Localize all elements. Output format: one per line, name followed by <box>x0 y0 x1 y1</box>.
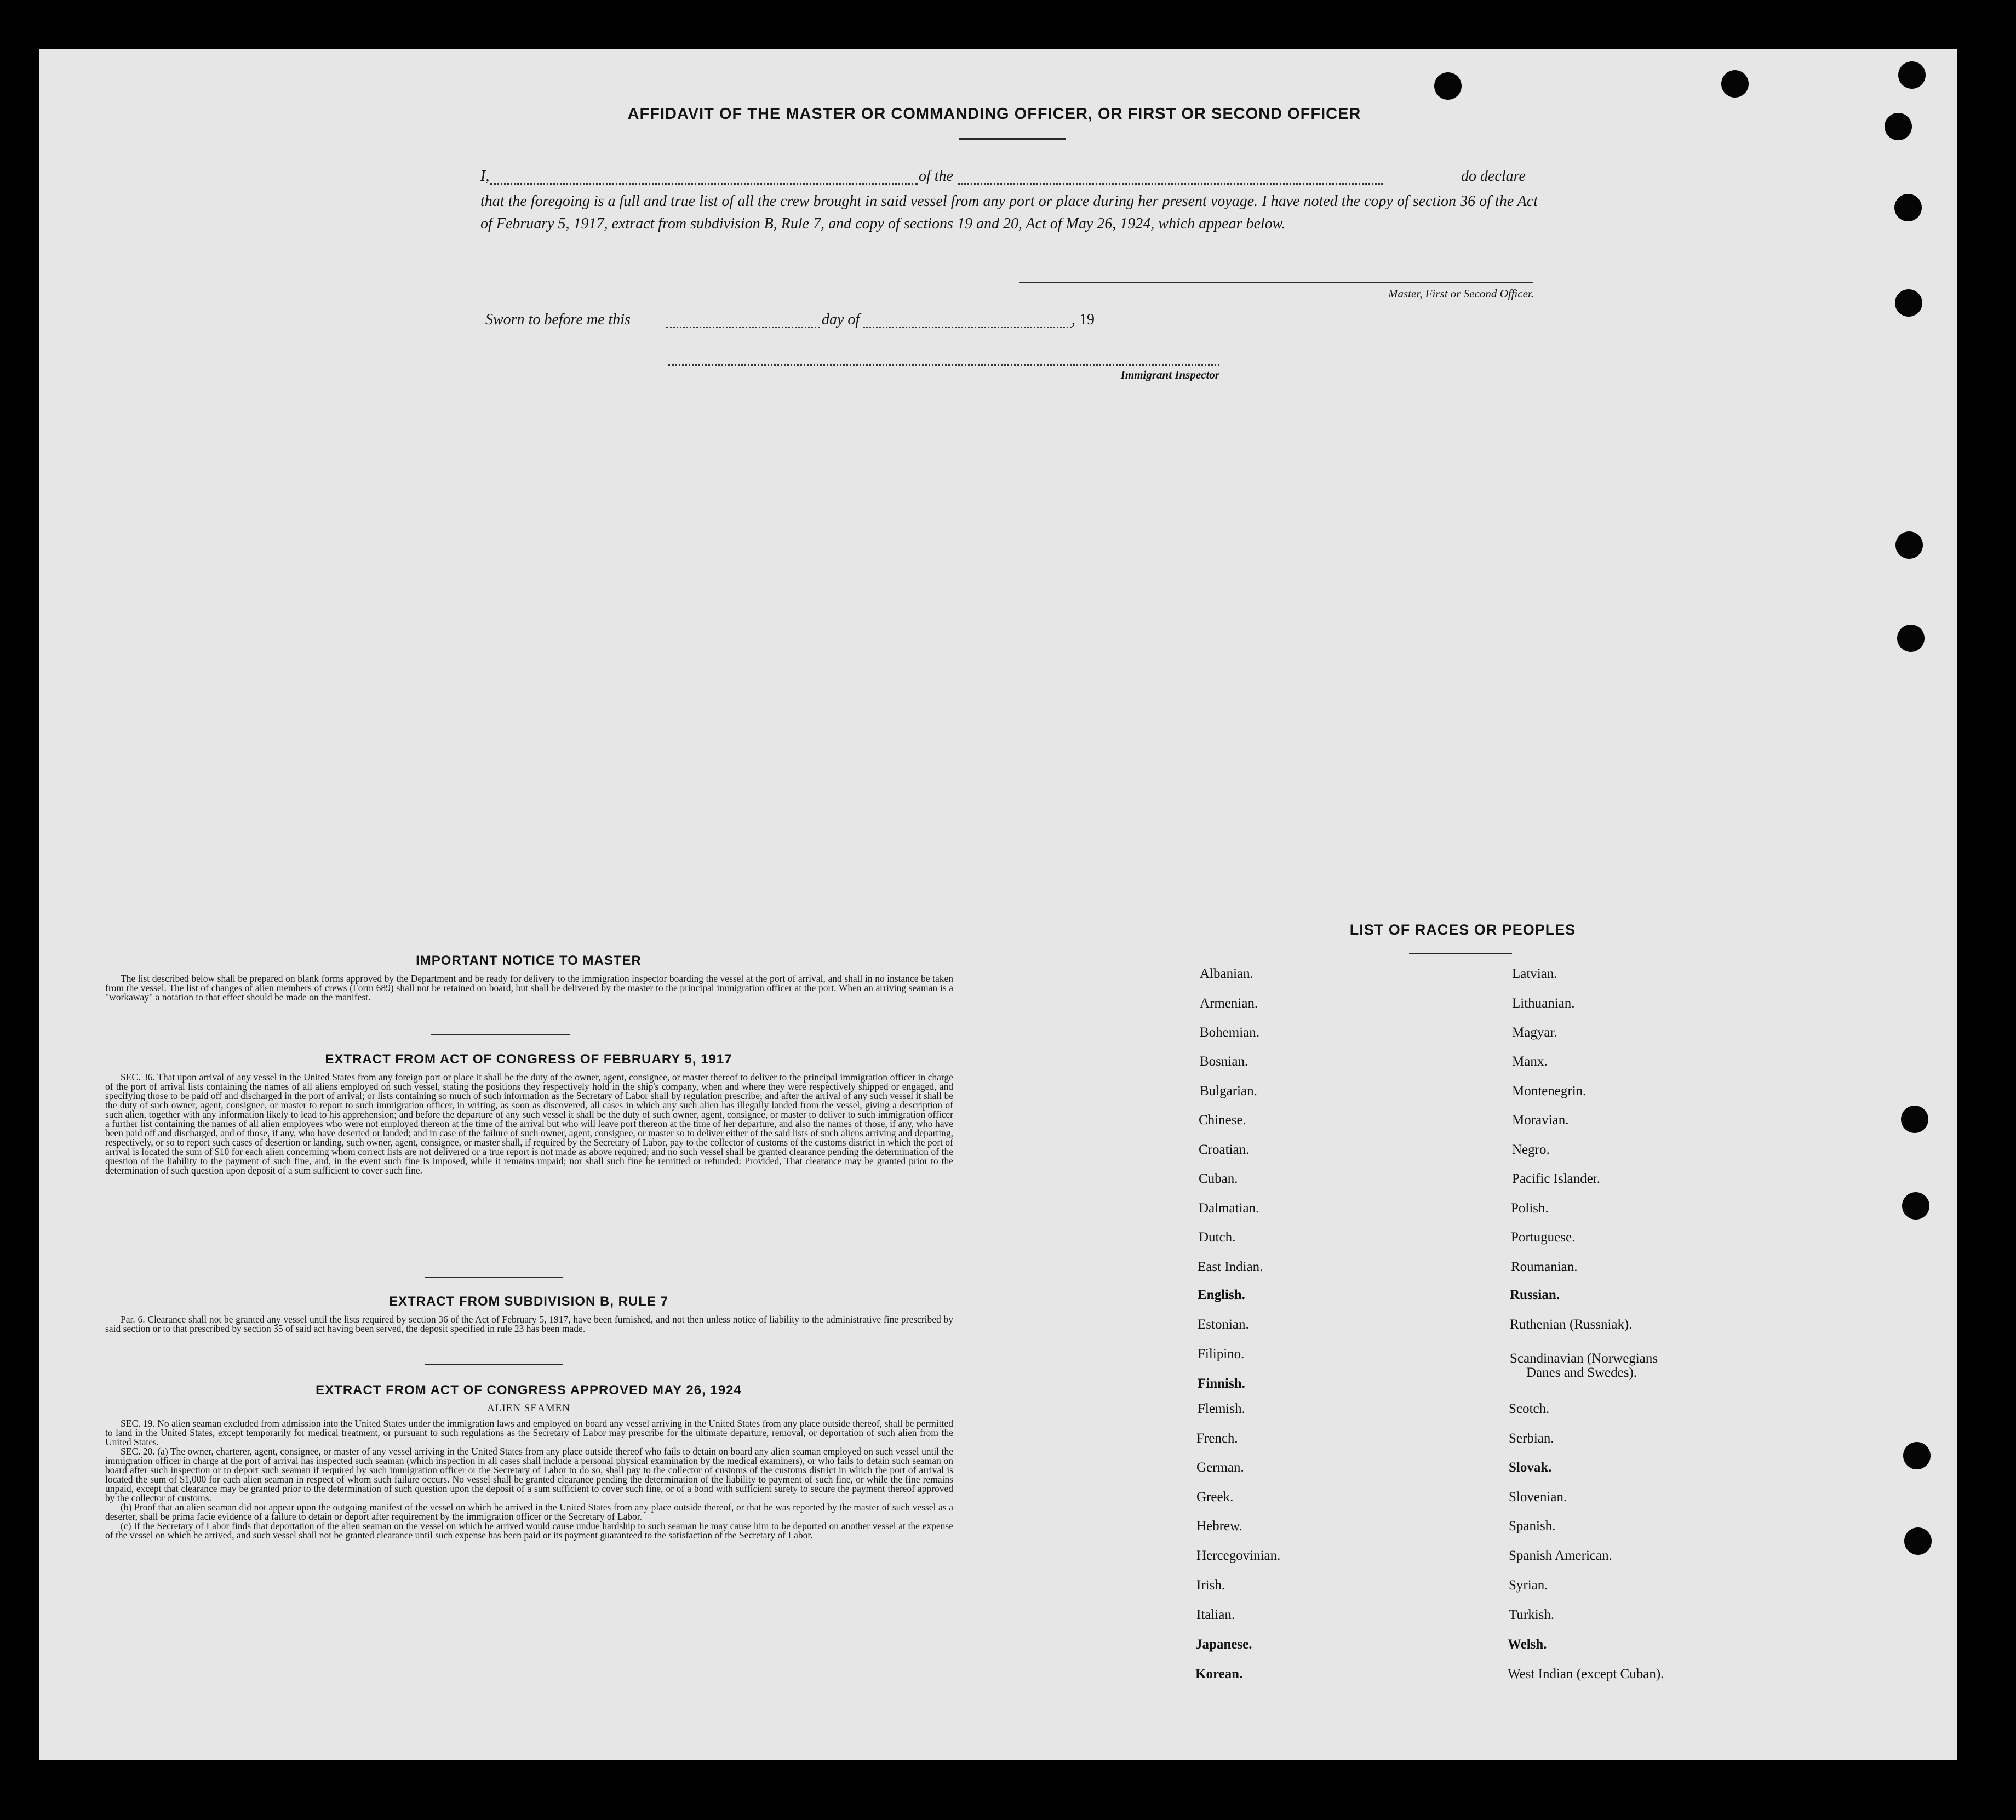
extract-rule7-title: EXTRACT FROM SUBDIVISION B, RULE 7 <box>388 1294 669 1309</box>
punch-hole <box>1903 1442 1931 1469</box>
notice-paragraph: The list described below shall be prepared on blank forms approved by the Department and be ready for delivery to the immigration inspector boarding the vessel at the port of arrival, and shall in no instance be taken from the vessel. The list of changes of alien members of crews (Form 689) shall not be retained on board, but shall be delivered by the master to the principal immigration officer at the port. When an arriving seaman is a "workaway" a notation to that effect should be made on the manifest. <box>105 973 953 1003</box>
race-item: Portuguese. <box>1511 1230 1576 1245</box>
extract-1917-body <box>105 1073 953 1175</box>
race-item: Ruthenian (Russniak). <box>1510 1317 1633 1332</box>
race-item: Latvian. <box>1512 966 1557 981</box>
sworn-label: Sworn to before me this <box>485 311 631 328</box>
section-19-paragraph: SEC. 19. No alien seaman excluded from admission into the United States under the immigration laws and employed on board any vessel arriving in the United States from any place outside thereof, shall be permitted to land in the United States, except temporarily for medical treatment, or pursuant to such regulations as the Secretary of Labor may prescribe for the ultimate departure, removal, or deportation of such alien from the United States. <box>105 1418 953 1447</box>
sworn-line <box>485 311 1198 331</box>
race-item: Lithuanian. <box>1512 996 1575 1011</box>
race-item: Polish. <box>1511 1201 1549 1216</box>
i-label: I, <box>480 168 490 185</box>
race-item: English. <box>1198 1287 1245 1302</box>
race-item: Chinese. <box>1199 1113 1246 1128</box>
race-item: Negro. <box>1512 1142 1550 1157</box>
section-36-paragraph: SEC. 36. That upon arrival of any vessel in the United States from any foreign port or place it shall be the duty of the owner, agent, consignee, or master thereof to deliver to the principal immigration officer in charge of the port of arrival lists containing the names of all aliens employed on such vessel, stating the positions they respectively hold in the ship's company, when and where they were respectively shipped or engaged, and specifying those to be paid off and discharged in the port of arrival; or lists containing so much of such information as the Secretary of Labor shall by regulation prescribe; and after the arrival of any such vessel it shall be the duty of such owner, agent, consignee, or master to report to such immigration officer, in writing, as soon as discovered, all cases in which any such alien has illegally landed from the vessel, giving a description of such alien, together with any information likely to lead to his apprehension; and before the departure of any such vessel it shall be the duty of such owner, agent, consignee, or master to deliver to such immigration officer a further list containing the names of all alien employees who were not employed thereon at the time of the arrival but who will leave port thereon at the time of her departure, and also the names of those, if any, who have been paid off and discharged, and of those, if any, who have deserted or landed; and in case of the failure of such owner, agent, consignee, or master so to deliver either of the said lists of such aliens arriving and departing, respectively, or so to report such cases of desertion or landing, such owner, agent, consignee, or master shall, if required by the Secretary of Labor, pay to the collector of customs of the customs district in which the port of arrival is located the sum of $10 for each alien concerning whom correct lists are not delivered or a true report is not made as above required; and no such vessel shall be granted clearance pending the determination of the question of the liability to the payment of such fine, and, in the event such fine is imposed, while it remains unpaid; nor shall such fine be remitted or refunded: Provided, That clearance may be granted prior to the determination of such question upon deposit of a sum sufficient to cover such fine. <box>105 1072 953 1176</box>
race-item: Italian. <box>1196 1607 1235 1622</box>
divider <box>1409 953 1512 954</box>
race-item: East Indian. <box>1198 1260 1263 1274</box>
race-item: Filipino. <box>1198 1347 1245 1361</box>
race-item: Montenegrin. <box>1512 1084 1587 1098</box>
sworn-day-field[interactable] <box>666 327 820 328</box>
punch-hole <box>1721 70 1749 98</box>
do-declare-label: do declare <box>1461 168 1526 185</box>
rule7-paragraph: Par. 6. Clearance shall not be granted any vessel until the lists required by section 36 of the Act of February 5, 1917, have been furnished, and not then unless notice of liability to the administrative fine prescribed by said section or to that prescribed by section 35 of said act having been served, the deposit specified in rule 23 has been made. <box>105 1314 953 1334</box>
race-item: French. <box>1196 1431 1238 1446</box>
race-item: Estonian. <box>1198 1317 1249 1332</box>
race-item: Flemish. <box>1198 1401 1245 1416</box>
extract-rule7-body <box>105 1315 953 1333</box>
punch-hole <box>1885 113 1912 140</box>
divider <box>425 1277 563 1278</box>
inspector-caption: Immigrant Inspector <box>1120 368 1219 381</box>
race-item: Armenian. <box>1200 996 1258 1011</box>
race-item: Dalmatian. <box>1199 1201 1259 1216</box>
race-item: Pacific Islander. <box>1512 1171 1601 1186</box>
inspector-signature-line[interactable] <box>668 364 1219 366</box>
race-item: German. <box>1196 1460 1244 1475</box>
signature-line[interactable] <box>1019 282 1533 283</box>
race-item: Moravian. <box>1512 1113 1569 1128</box>
race-item: Korean. <box>1195 1667 1243 1681</box>
races-title: LIST OF RACES OR PEOPLES <box>1349 922 1576 938</box>
punch-hole <box>1895 531 1923 559</box>
race-item: Danes and Swedes). <box>1526 1365 1637 1380</box>
race-item: Irish. <box>1196 1578 1225 1593</box>
punch-hole <box>1898 61 1926 89</box>
section-20c-paragraph: (c) If the Secretary of Labor finds that deportation of the alien seaman on the vessel on which he arrived would cause undue hardship to such seaman he may cause him to be deported on another vessel at the expense of the vessel on which he arrived, and such vessel shall not be granted clearance until such expense has been paid or its payment guaranteed to the satisfaction of the Secretary of Labor. <box>105 1520 953 1541</box>
divider <box>431 1034 570 1035</box>
race-item: West Indian (except Cuban). <box>1508 1667 1664 1681</box>
race-item: Welsh. <box>1508 1637 1547 1652</box>
extract-1917-title: EXTRACT FROM ACT OF CONGRESS OF FEBRUARY 5, 1917 <box>325 1052 732 1067</box>
declarant-line <box>480 168 1538 187</box>
race-item: Bohemian. <box>1200 1025 1260 1040</box>
punch-hole <box>1895 289 1922 317</box>
race-item: Serbian. <box>1509 1431 1554 1446</box>
alien-seamen-subtitle: ALIEN SEAMEN <box>487 1403 570 1414</box>
race-item: Finnish. <box>1198 1376 1245 1391</box>
race-item: Turkish. <box>1509 1607 1555 1622</box>
vessel-field[interactable] <box>958 183 1383 185</box>
year-label: , 19 <box>1072 311 1095 328</box>
day-of-label: day of <box>822 311 860 328</box>
punch-hole <box>1901 1106 1928 1133</box>
race-item: Hebrew. <box>1196 1519 1242 1533</box>
extract-1924-body <box>105 1419 953 1540</box>
section-20b-paragraph: (b) Proof that an alien seaman did not appear upon the outgoing manifest of the vessel on which he arrived in the United States from any place outside thereof, or that he was reported by the master of such vessel as a deserter, shall be prima facie evidence of a failure to detain or deport after requirement by the immigration officer or the Secretary of Labor. <box>105 1502 953 1522</box>
section-20a-paragraph: SEC. 20. (a) The owner, charterer, agent, consignee, or master of any vessel arriving in the United States from any place outside thereof who fails to detain on board any alien seaman employed on such vessel until the immigration officer in charge at the port of arrival has inspected such seaman (which inspection in all cases shall include a personal physical examination by the medical examiners), or who fails to detain such seaman on board after such inspection or to deport such seaman if required by such immigration officer or the Secretary of Labor to do so, shall pay to the collector of customs of the customs district in which the port of arrival is located the sum of $1,000 for each alien seaman in respect of whom such failure occurs. No vessel shall be granted clearance pending the determination of the liability to payment of such fine, or while the fine remains unpaid, except that clearance may be granted prior to the determination of such question upon the deposit of a sum sufficient to cover such fine, or of a bond with sufficient surety to secure the payment thereof approved by the collector of customs. <box>105 1446 953 1503</box>
race-item: Slovak. <box>1509 1460 1552 1475</box>
extract-1924-title: EXTRACT FROM ACT OF CONGRESS APPROVED MAY 26, 1924 <box>316 1383 742 1398</box>
race-item: Dutch. <box>1199 1230 1236 1245</box>
race-item: Japanese. <box>1195 1637 1252 1652</box>
race-item: Spanish American. <box>1509 1548 1612 1563</box>
race-item: Manx. <box>1512 1054 1548 1069</box>
punch-hole <box>1904 1527 1932 1555</box>
of-the-label: of the <box>919 168 953 185</box>
race-item: Bosnian. <box>1200 1054 1248 1069</box>
notice-body <box>105 974 953 1002</box>
sworn-month-field[interactable] <box>863 327 1072 328</box>
race-item: Slovenian. <box>1509 1490 1567 1504</box>
punch-hole <box>1902 1192 1929 1220</box>
race-item: Greek. <box>1196 1490 1234 1504</box>
name-field[interactable] <box>490 183 918 185</box>
notice-title: IMPORTANT NOTICE TO MASTER <box>416 953 642 968</box>
declaration-text: that the foregoing is a full and true list of all the crew brought in said vessel from any port or place during her present voyage. I have noted the copy of section 36 of the Act of February 5, 1917, extract from subdivision B, Rule 7, and copy of sections 19 and 20, Act of May 26, 1924, which appear below. <box>480 193 1538 232</box>
punch-hole <box>1894 194 1922 221</box>
race-item: Spanish. <box>1509 1519 1556 1533</box>
race-item: Croatian. <box>1199 1142 1250 1157</box>
race-item: Albanian. <box>1200 966 1253 981</box>
punch-hole <box>1897 625 1925 652</box>
punch-hole <box>1434 72 1462 100</box>
race-item: Russian. <box>1510 1287 1560 1302</box>
race-item: Cuban. <box>1199 1171 1238 1186</box>
race-item: Roumanian. <box>1511 1260 1578 1274</box>
race-item: Syrian. <box>1509 1578 1548 1593</box>
title-underline <box>959 138 1066 140</box>
affidavit-title: AFFIDAVIT OF THE MASTER OR COMMANDING OFFICER, OR FIRST OR SECOND OFFICER <box>627 105 1361 123</box>
race-item: Hercegovinian. <box>1196 1548 1281 1563</box>
signature-caption: Master, First or Second Officer. <box>1388 287 1534 300</box>
race-item: Bulgarian. <box>1200 1084 1257 1098</box>
race-item: Scandinavian (Norwegians <box>1510 1351 1658 1366</box>
race-item: Magyar. <box>1512 1025 1557 1040</box>
divider <box>425 1364 563 1365</box>
race-item: Scotch. <box>1509 1401 1550 1416</box>
